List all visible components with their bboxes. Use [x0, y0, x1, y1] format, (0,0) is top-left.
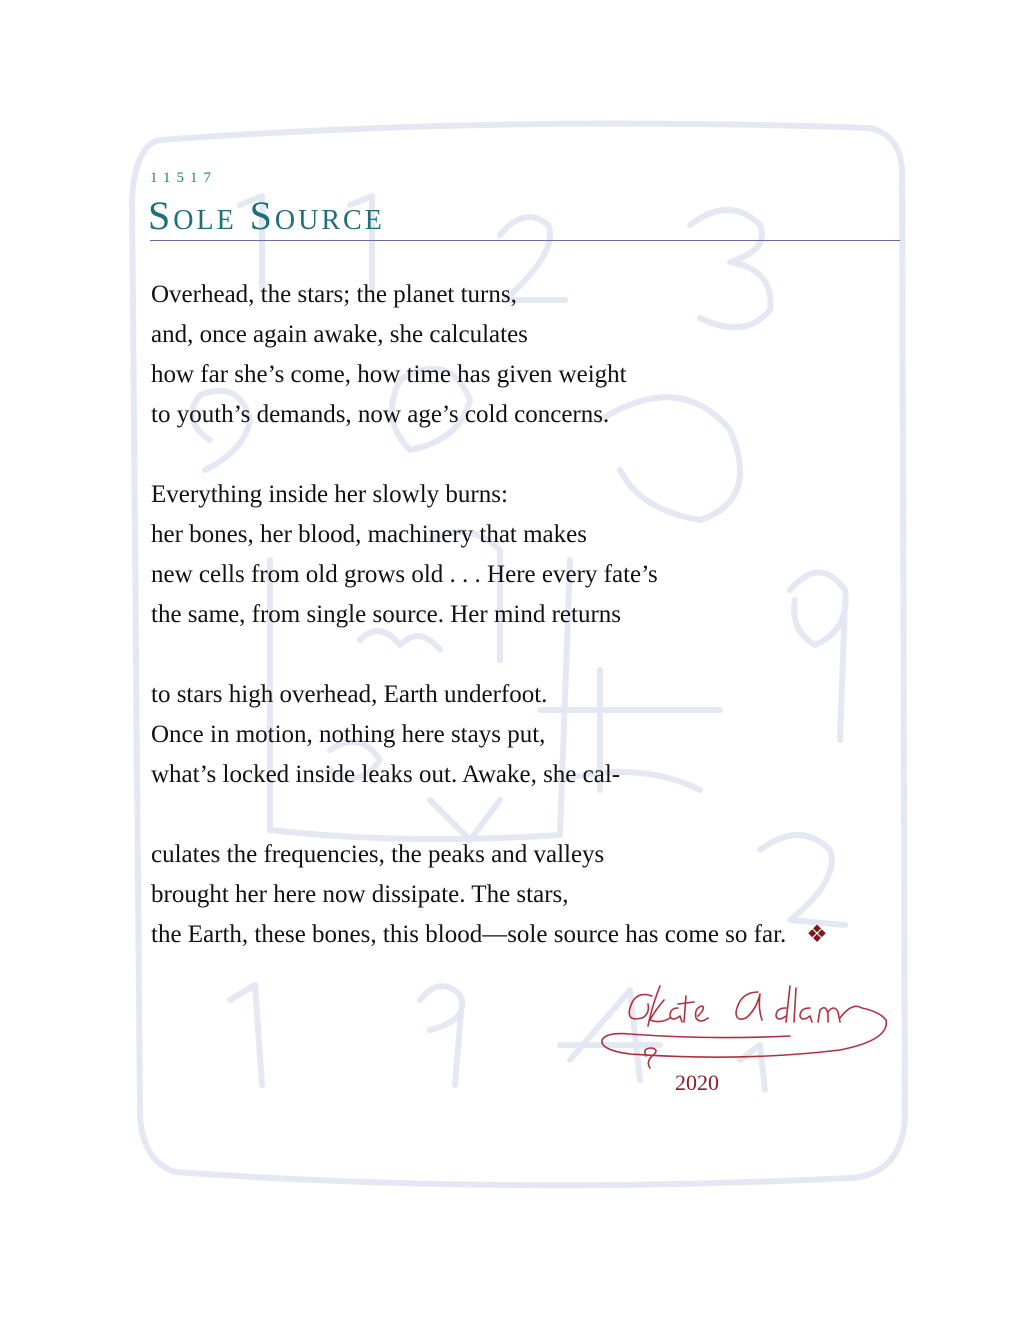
- signature: [590, 978, 900, 1073]
- poem-line: the same, from single source. Her mind returns: [151, 601, 622, 628]
- poem-body: [151, 275, 828, 995]
- poem-line: what’s locked inside leaks out. Awake, she cal-: [151, 761, 621, 788]
- poem-line: to stars high overhead, Earth underfoot.: [151, 681, 548, 708]
- poem-line: Overhead, the stars; the planet turns,: [151, 281, 517, 308]
- poem-number: 11517: [150, 170, 217, 186]
- poem-title: Sole Source: [148, 193, 385, 238]
- poem-line: culates the frequencies, the peaks and valleys: [151, 841, 605, 868]
- signature-year: 2020: [675, 1070, 719, 1095]
- stanza-3: [151, 675, 828, 795]
- stanza-1: [151, 275, 828, 435]
- poem-line: to youth’s demands, now age’s cold concerns.: [151, 401, 610, 428]
- stanza-4: [151, 835, 828, 955]
- poem-last-line: [151, 915, 828, 955]
- poem-line: and, once again awake, she calculates: [151, 321, 528, 348]
- poem-line: the Earth, these bones, this blood—sole source has come so far.: [151, 921, 787, 948]
- poem-line: Everything inside her slowly burns:: [151, 481, 508, 508]
- poem-line: brought her here now dissipate. The stars,: [151, 881, 569, 908]
- fleuron-icon: ❖: [806, 922, 828, 948]
- title-divider: [150, 240, 900, 241]
- poem-line: Once in motion, nothing here stays put,: [151, 721, 546, 748]
- poem-line: her bones, her blood, machinery that makes: [151, 521, 587, 548]
- stanza-2: [151, 475, 828, 635]
- poem-line: how far she’s come, how time has given weight: [151, 361, 627, 388]
- poem-line: new cells from old grows old . . . Here every fate’s: [151, 561, 658, 588]
